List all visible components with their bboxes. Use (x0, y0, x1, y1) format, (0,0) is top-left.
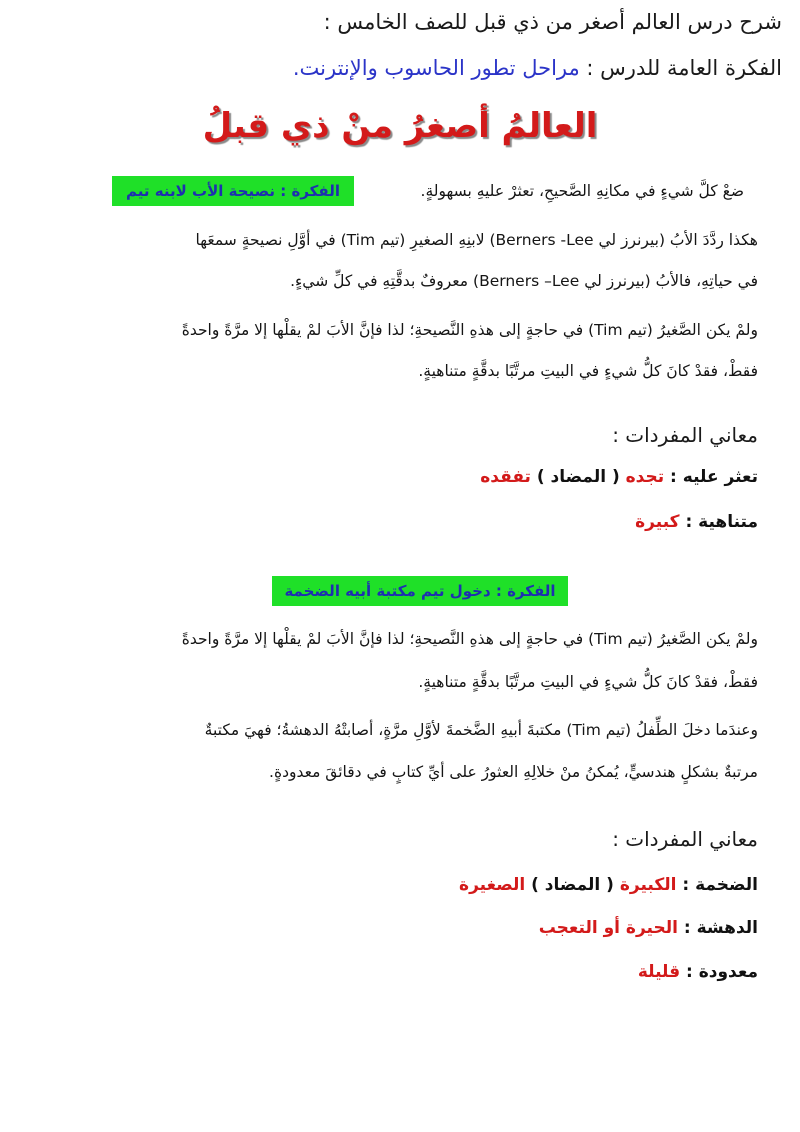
vocab-meaning: تجده (625, 467, 665, 487)
general-idea (0, 56, 800, 80)
general-idea-value: مراحل تطور الحاسوب والإنترنت. (292, 56, 580, 80)
vocab-word: الضخمة : (676, 875, 758, 895)
vocab-item (0, 512, 800, 532)
header-title-text: شرح درس العالم أصغر من ذي قبل للصف الخامس : (323, 10, 782, 34)
vocab-word: تعثر عليه : (664, 467, 758, 487)
vocab-opposite: الصغيرة (459, 875, 526, 895)
paragraph-line: هكذا ردَّدَ الأبُ (بيرنرز لي Berners -Lee) لابنِهِ الصغيرِ (تيم Tim) في أوَّلِ نصيحةٍ سمعَها (195, 231, 758, 249)
paragraph-line: فقطْ، فقدْ كانَ كلُّ شيءٍ في البيتِ مرتَّبًا بدقَّةٍ متناهيةٍ. (418, 673, 758, 691)
idea-box-1: الفكرة : نصيحة الأب لابنه تيم (112, 176, 354, 206)
idea-box-2: الفكرة : دخول تيم مكتبة أبيه الضخمة (272, 576, 568, 606)
vocab-item (0, 875, 800, 895)
vocab-heading: معاني المفردات : (612, 423, 758, 447)
vocab-opposite: تفقده (480, 467, 531, 487)
paragraph-line: ولمْ يكن الصَّغيرُ (تيم Tim) في حاجةٍ إلى هذهِ النَّصيحةِ؛ لذا فإنَّ الأبَ لمْ يقلْها إلا مرَّةً واحدةً (181, 321, 758, 339)
vocab-meaning: الحيرة أو التعجب (538, 918, 678, 938)
vocab-meaning: كبيرة (635, 512, 680, 532)
lesson-title: العالمُ أصغرُ منْ ذي قبلُ (202, 106, 598, 146)
vocab-heading: معاني المفردات : (612, 827, 758, 851)
general-idea-label: الفكرة العامة للدرس : (579, 56, 782, 80)
vocab-word: الدهشة : (677, 918, 758, 938)
paragraph-line: ضعْ كلَّ شيءٍ في مكانِهِ الصَّحيحِ، تعثرْ عليهِ بسهولةٍ. (420, 182, 744, 200)
vocab-opposite-label: ( المضاد ) (525, 875, 620, 895)
vocab-item (0, 918, 800, 938)
vocab-opposite-label: ( المضاد ) (530, 467, 626, 487)
vocab-word: متناهية : (679, 512, 758, 532)
page-header-title (0, 10, 800, 34)
vocab-meaning: الكبيرة (619, 875, 677, 895)
vocab-item (0, 962, 800, 982)
paragraph-line: وعندَما دخلَ الطِّفلُ (تيم Tim) مكتبةَ أبيهِ الضَّخمةَ لأوَّلِ مرَّةٍ، أصابتْهُ الدهشةُ؛ فهيَ مكتبةٌ (204, 721, 758, 739)
vocab-meaning: قليلة (637, 962, 681, 982)
paragraph-line: في حياتِهِ، فالأبُ (بيرنرز لي Berners –Lee) معروفٌ بدقَّتِهِ في كلِّ شيءٍ. (290, 272, 758, 290)
vocab-item (0, 467, 800, 487)
paragraph-line: مرتبةٌ بشكلٍ هندسيٍّ، يُمكنُ منْ خلالِهِ العثورُ على أيِّ كتابٍ في دقائقَ معدودةٍ. (269, 763, 758, 781)
paragraph-line: فقطْ، فقدْ كانَ كلُّ شيءٍ في البيتِ مرتَّبًا بدقَّةٍ متناهيةٍ. (418, 362, 758, 380)
vocab-word: معدودة : (680, 962, 758, 982)
paragraph-line: ولمْ يكن الصَّغيرُ (تيم Tim) في حاجةٍ إلى هذهِ النَّصيحةِ؛ لذا فإنَّ الأبَ لمْ يقلْها إلا مرَّةً واحدةً (181, 630, 758, 648)
